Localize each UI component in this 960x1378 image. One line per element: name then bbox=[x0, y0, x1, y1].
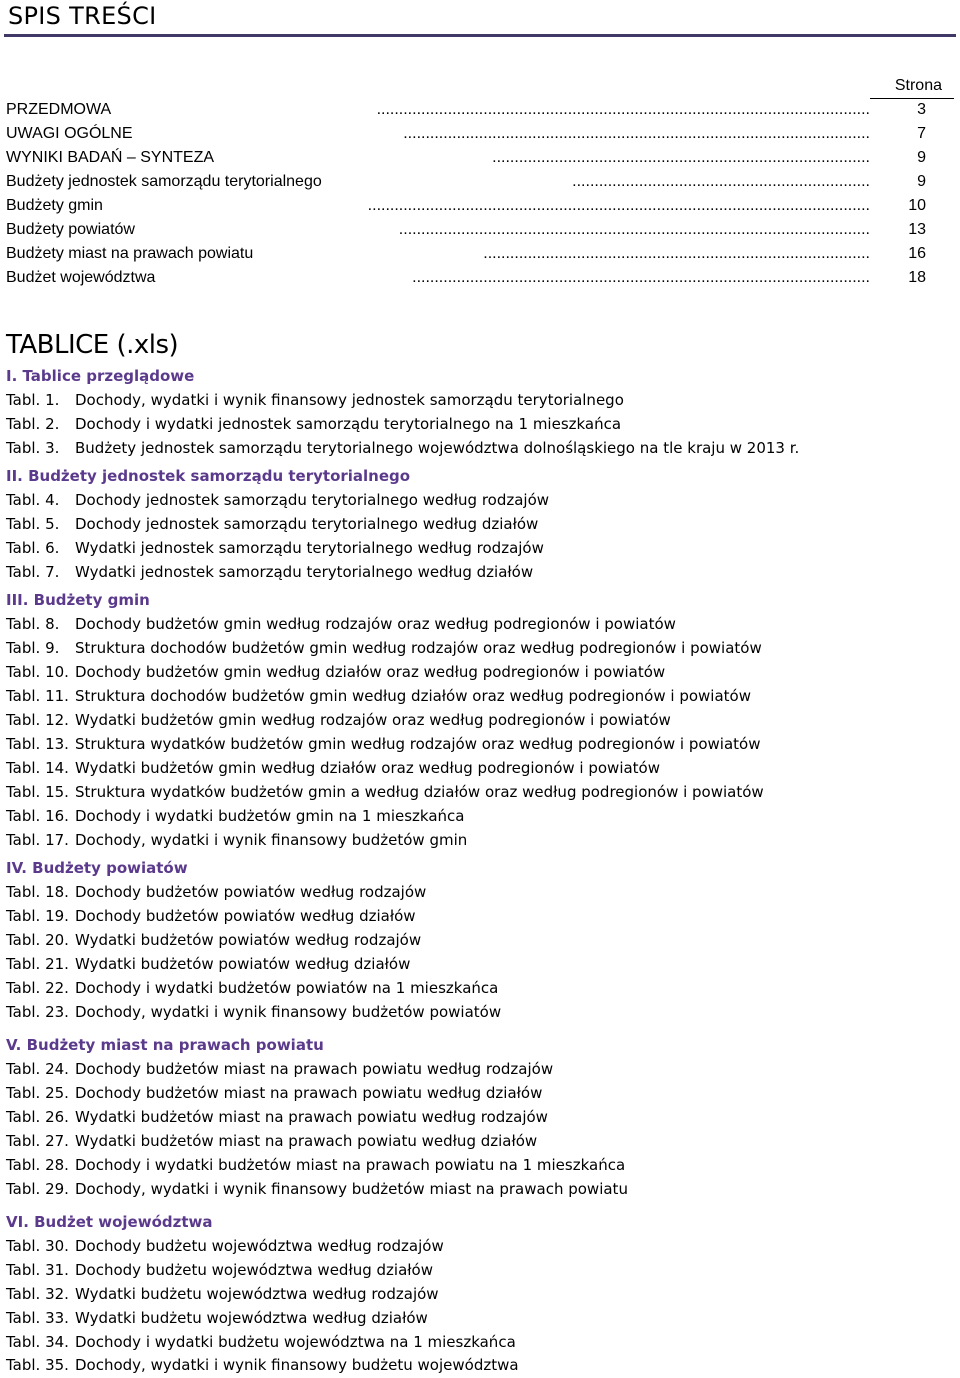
table-title[interactable]: Wydatki budżetów miast na prawach powiatu według rodzajów bbox=[75, 1108, 548, 1126]
section-heading-gmin: III. Budżety gmin bbox=[6, 591, 150, 609]
table-number: Tabl. 15. bbox=[6, 783, 69, 801]
table-title[interactable]: Wydatki jednostek samorządu terytorialnego według działów bbox=[75, 563, 534, 581]
table-number: Tabl. 19. bbox=[6, 907, 69, 925]
toc-entry-przedmowa[interactable] bbox=[6, 98, 926, 122]
table-number: Tabl. 33. bbox=[6, 1309, 69, 1327]
table-number: Tabl. 30. bbox=[6, 1237, 69, 1255]
tables-heading: TABLICE (.xls) bbox=[6, 330, 179, 360]
table-title[interactable]: Dochody i wydatki jednostek samorządu terytorialnego na 1 mieszkańca bbox=[75, 415, 622, 433]
toc-entry-label[interactable]: Budżety gmin bbox=[6, 197, 103, 214]
table-title[interactable]: Dochody budżetów gmin według działów oraz według podregionów i powiatów bbox=[75, 663, 666, 681]
table-title[interactable]: Wydatki jednostek samorządu terytorialnego według rodzajów bbox=[75, 539, 544, 557]
table-number: Tabl. 7. bbox=[6, 563, 60, 581]
title-divider bbox=[4, 34, 956, 37]
table-number: Tabl. 2. bbox=[6, 415, 60, 433]
table-title[interactable]: Budżety jednostek samorządu terytorialnego województwa dolnośląskiego na tle kraju w 2013 r. bbox=[75, 439, 800, 457]
table-title[interactable]: Dochody, wydatki i wynik finansowy budżetów powiatów bbox=[75, 1003, 502, 1021]
table-number: Tabl. 10. bbox=[6, 663, 69, 681]
toc-entry-budzety-miast[interactable] bbox=[6, 242, 926, 266]
table-number: Tabl. 35. bbox=[6, 1356, 69, 1374]
table-title[interactable]: Dochody budżetów miast na prawach powiatu według rodzajów bbox=[75, 1060, 554, 1078]
table-number: Tabl. 4. bbox=[6, 491, 60, 509]
table-title[interactable]: Dochody budżetu województwa według rodzajów bbox=[75, 1237, 444, 1255]
toc-page-number: 9 bbox=[917, 149, 926, 166]
toc-page-number: 3 bbox=[917, 101, 926, 118]
section-heading-miast: V. Budżety miast na prawach powiatu bbox=[6, 1036, 324, 1054]
table-number: Tabl. 32. bbox=[6, 1285, 69, 1303]
toc-entry-label[interactable]: PRZEDMOWA bbox=[6, 101, 112, 118]
table-number: Tabl. 3. bbox=[6, 439, 60, 457]
section-heading-wojewodztwa: VI. Budżet województwa bbox=[6, 1213, 213, 1231]
toc-leader-dots: ....................................................................................................... bbox=[412, 269, 870, 286]
table-number: Tabl. 31. bbox=[6, 1261, 69, 1279]
toc-entry-budzety-gmin[interactable] bbox=[6, 194, 926, 218]
table-title[interactable]: Struktura dochodów budżetów gmin według działów oraz według podregionów i powiatów bbox=[75, 687, 751, 705]
table-title[interactable]: Dochody budżetu województwa według działów bbox=[75, 1261, 433, 1279]
table-number: Tabl. 20. bbox=[6, 931, 69, 949]
toc-entry-wyniki-badan[interactable] bbox=[6, 146, 926, 170]
toc-leader-dots: ..................................................................................... bbox=[492, 149, 870, 166]
table-title[interactable]: Wydatki budżetu województwa według rodzajów bbox=[75, 1285, 439, 1303]
table-title[interactable]: Struktura wydatków budżetów gmin według rodzajów oraz według podregionów i powiatów bbox=[75, 735, 761, 753]
table-number: Tabl. 34. bbox=[6, 1333, 69, 1351]
section-heading-powiatow: IV. Budżety powiatów bbox=[6, 859, 188, 877]
table-title[interactable]: Dochody jednostek samorządu terytorialnego według rodzajów bbox=[75, 491, 550, 509]
table-title[interactable]: Dochody, wydatki i wynik finansowy budżetów gmin bbox=[75, 831, 468, 849]
toc-entry-label[interactable]: WYNIKI BADAŃ – SYNTEZA bbox=[6, 149, 215, 166]
table-number: Tabl. 1. bbox=[6, 391, 60, 409]
table-title[interactable]: Wydatki budżetów gmin według rodzajów oraz według podregionów i powiatów bbox=[75, 711, 671, 729]
table-title[interactable]: Dochody budżetów powiatów według rodzajów bbox=[75, 883, 427, 901]
toc-page-number: 10 bbox=[908, 197, 926, 214]
toc-leader-dots: .......................................................................................................... bbox=[398, 221, 870, 238]
table-number: Tabl. 8. bbox=[6, 615, 60, 633]
table-title[interactable]: Dochody budżetów miast na prawach powiatu według działów bbox=[75, 1084, 543, 1102]
table-number: Tabl. 18. bbox=[6, 883, 69, 901]
toc-leader-dots: ....................................................................................... bbox=[483, 245, 870, 262]
table-number: Tabl. 17. bbox=[6, 831, 69, 849]
section-heading-przegladowe: I. Tablice przeglądowe bbox=[6, 367, 195, 385]
table-number: Tabl. 9. bbox=[6, 639, 60, 657]
toc-entry-budzety-powiatow[interactable] bbox=[6, 218, 926, 242]
table-title[interactable]: Wydatki budżetów gmin według działów oraz według podregionów i powiatów bbox=[75, 759, 661, 777]
table-number: Tabl. 27. bbox=[6, 1132, 69, 1150]
page-column-header bbox=[870, 76, 954, 99]
toc-leader-dots: ................................................................... bbox=[572, 173, 870, 190]
page-column-label: Strona bbox=[894, 77, 942, 94]
table-title[interactable]: Struktura wydatków budżetów gmin a według działów oraz według podregionów i powiatów bbox=[75, 783, 764, 801]
table-title[interactable]: Dochody, wydatki i wynik finansowy budżetu województwa bbox=[75, 1356, 519, 1374]
table-number: Tabl. 13. bbox=[6, 735, 69, 753]
table-number: Tabl. 22. bbox=[6, 979, 69, 997]
toc-page-number: 7 bbox=[917, 125, 926, 142]
toc-leader-dots: ......................................................................................................... bbox=[403, 125, 870, 142]
toc-page-number: 9 bbox=[917, 173, 926, 190]
toc-entry-label[interactable]: UWAGI OGÓLNE bbox=[6, 125, 133, 142]
table-number: Tabl. 11. bbox=[6, 687, 69, 705]
page-title: SPIS TREŚCI bbox=[8, 2, 157, 30]
table-number: Tabl. 21. bbox=[6, 955, 69, 973]
table-title[interactable]: Struktura dochodów budżetów gmin według rodzajów oraz według podregionów i powiatów bbox=[75, 639, 762, 657]
table-title[interactable]: Dochody i wydatki budżetów powiatów na 1 mieszkańca bbox=[75, 979, 499, 997]
toc-page-number: 16 bbox=[908, 245, 926, 262]
toc-leader-dots: ............................................................................................................... bbox=[376, 101, 870, 118]
table-number: Tabl. 28. bbox=[6, 1156, 69, 1174]
table-title[interactable]: Dochody, wydatki i wynik finansowy jednostek samorządu terytorialnego bbox=[75, 391, 624, 409]
table-title[interactable]: Dochody budżetów gmin według rodzajów oraz według podregionów i powiatów bbox=[75, 615, 676, 633]
table-title[interactable]: Wydatki budżetów powiatów według działów bbox=[75, 955, 411, 973]
table-title[interactable]: Wydatki budżetów miast na prawach powiatu według działów bbox=[75, 1132, 538, 1150]
table-number: Tabl. 6. bbox=[6, 539, 60, 557]
table-number: Tabl. 26. bbox=[6, 1108, 69, 1126]
table-number: Tabl. 5. bbox=[6, 515, 60, 533]
toc-entry-label[interactable]: Budżety miast na prawach powiatu bbox=[6, 245, 254, 262]
section-heading-jst: II. Budżety jednostek samorządu terytorialnego bbox=[6, 467, 411, 485]
table-number: Tabl. 16. bbox=[6, 807, 69, 825]
toc-entry-budzety-jst[interactable] bbox=[6, 170, 926, 194]
table-title[interactable]: Dochody i wydatki budżetu województwa na 1 mieszkańca bbox=[75, 1333, 516, 1351]
table-title[interactable]: Dochody budżetów powiatów według działów bbox=[75, 907, 416, 925]
toc-entry-budzet-wojewodztwa[interactable] bbox=[6, 266, 926, 290]
table-number: Tabl. 24. bbox=[6, 1060, 69, 1078]
toc-page-number: 13 bbox=[908, 221, 926, 238]
table-number: Tabl. 29. bbox=[6, 1180, 69, 1198]
table-title[interactable]: Wydatki budżetów powiatów według rodzajów bbox=[75, 931, 422, 949]
table-number: Tabl. 12. bbox=[6, 711, 69, 729]
toc-entry-label[interactable]: Budżet województwa bbox=[6, 269, 156, 286]
table-title[interactable]: Wydatki budżetu województwa według działów bbox=[75, 1309, 428, 1327]
toc-entry-label[interactable]: Budżety powiatów bbox=[6, 221, 135, 238]
table-title[interactable]: Dochody i wydatki budżetów miast na prawach powiatu na 1 mieszkańca bbox=[75, 1156, 626, 1174]
table-title[interactable]: Dochody jednostek samorządu terytorialnego według działów bbox=[75, 515, 539, 533]
toc-page-number: 18 bbox=[908, 269, 926, 286]
table-number: Tabl. 14. bbox=[6, 759, 69, 777]
toc-entry-label[interactable]: Budżety jednostek samorządu terytorialnego bbox=[6, 173, 322, 190]
table-title[interactable]: Dochody, wydatki i wynik finansowy budżetów miast na prawach powiatu bbox=[75, 1180, 628, 1198]
table-number: Tabl. 25. bbox=[6, 1084, 69, 1102]
table-title[interactable]: Dochody i wydatki budżetów gmin na 1 mieszkańca bbox=[75, 807, 465, 825]
toc-entry-uwagi-ogolne[interactable] bbox=[6, 122, 926, 146]
toc-leader-dots: ................................................................................................................. bbox=[367, 197, 870, 214]
table-number: Tabl. 23. bbox=[6, 1003, 69, 1021]
